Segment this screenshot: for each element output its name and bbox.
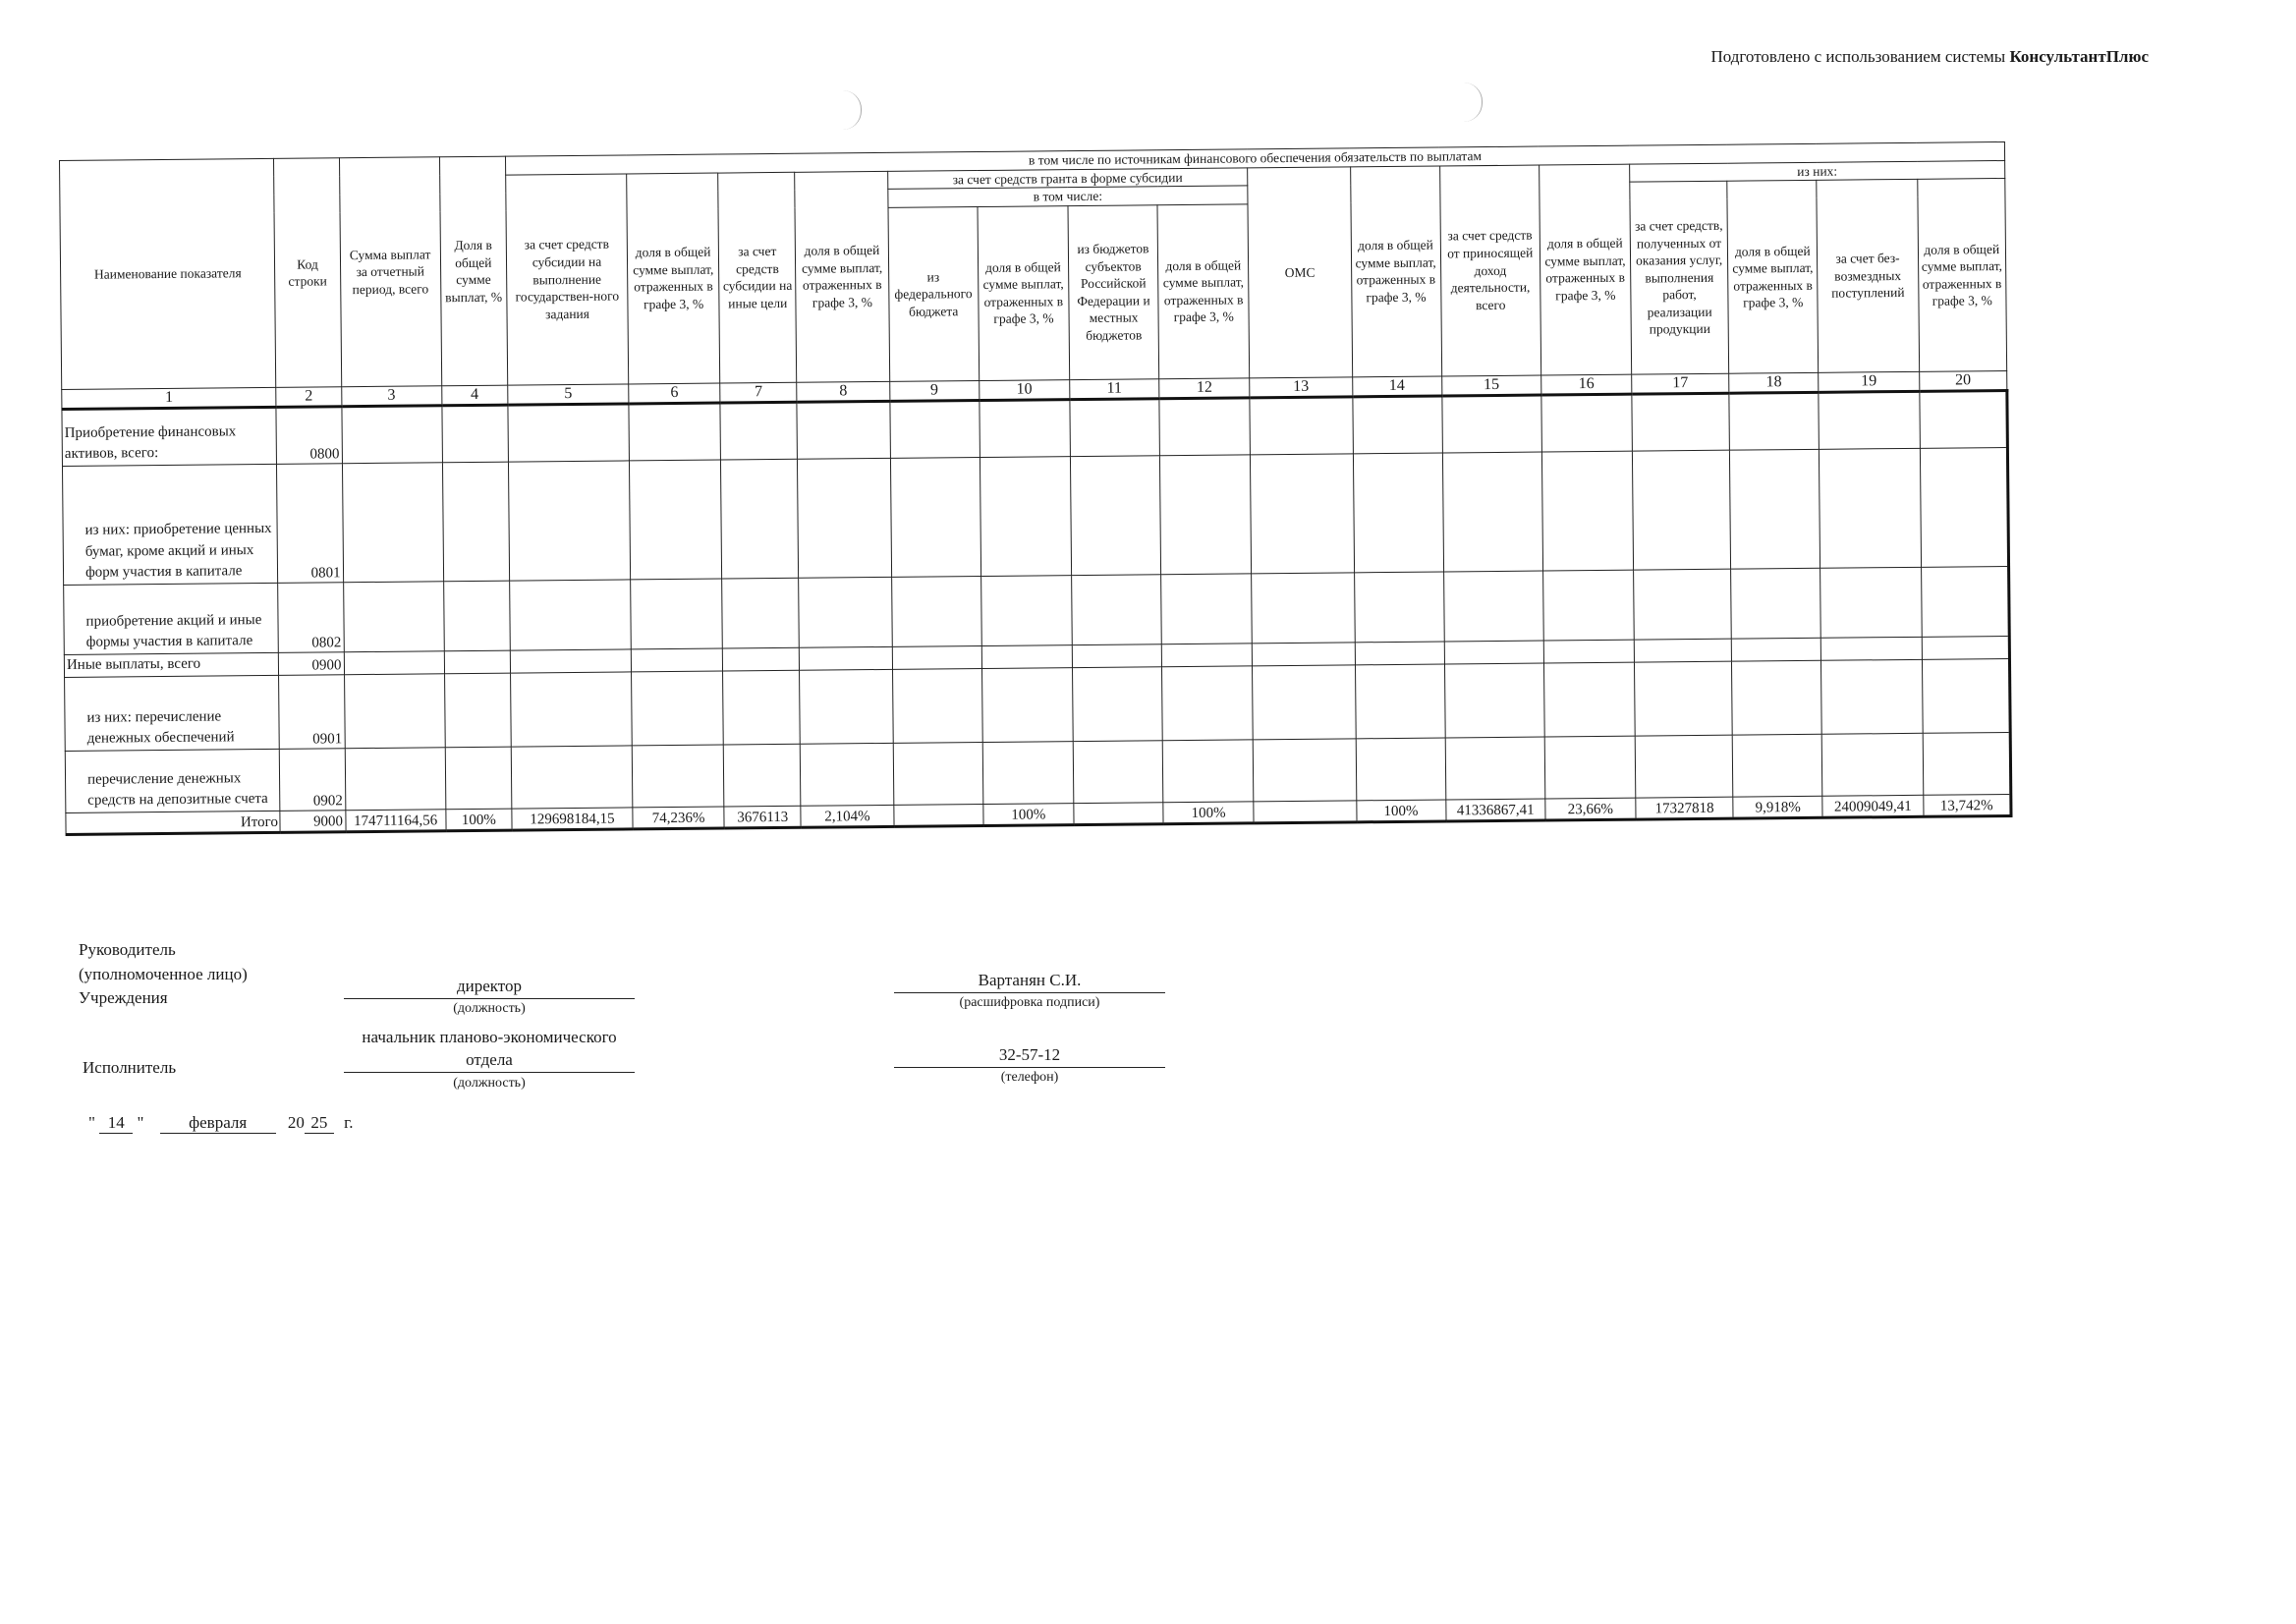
empty-cell xyxy=(1252,573,1355,644)
head-label xyxy=(79,938,248,1011)
head-label-line: Учреждения xyxy=(79,988,168,1008)
col-number: 12 xyxy=(1159,378,1250,399)
empty-cell xyxy=(445,747,512,810)
name-caption: (расшифровка подписи) xyxy=(959,995,1100,1010)
col-number: 15 xyxy=(1441,375,1540,396)
empty-cell xyxy=(1922,637,2010,660)
head-position-caption: (должность) xyxy=(453,1001,526,1016)
scan-hole-mark xyxy=(843,90,862,130)
col-number: 11 xyxy=(1070,379,1159,400)
date-day: 14 xyxy=(99,1113,133,1134)
empty-cell xyxy=(508,404,630,462)
empty-cell xyxy=(1253,665,1356,740)
empty-cell xyxy=(510,649,631,673)
row-name: из них: приобретение ценных бумаг, кроме акций и иных форм участия в капитале xyxy=(62,464,278,585)
row-name: из них: перечисление денежных обеспечений xyxy=(65,675,280,751)
empty-cell xyxy=(632,745,724,808)
empty-cell xyxy=(1159,398,1251,456)
empty-cell xyxy=(1162,666,1254,741)
empty-cell xyxy=(443,581,510,651)
col-number: 17 xyxy=(1632,373,1729,394)
col-number: 8 xyxy=(797,381,889,402)
col-header-total-sum: Сумма выплат за отчетный период, всего xyxy=(339,157,441,387)
col-header-share: доля в общей сумме выплат, отраженных в графе 3, % xyxy=(627,173,720,384)
empty-cell xyxy=(511,746,633,809)
row-name: Приобретение финансовых активов, всего: xyxy=(62,407,277,466)
empty-cell xyxy=(1253,643,1355,666)
row-code: 0902 xyxy=(280,749,346,812)
empty-cell xyxy=(981,645,1072,669)
empty-cell xyxy=(1821,637,1922,660)
col-header-services: за счет средств, полученных от оказания услуг, выполнения работ, реализации продукции xyxy=(1630,181,1729,374)
empty-cell xyxy=(442,405,509,463)
empty-cell xyxy=(1922,659,2010,734)
empty-cell xyxy=(1072,667,1162,742)
empty-cell xyxy=(723,647,800,671)
empty-cell xyxy=(721,459,799,579)
prepared-with-text: Подготовлено с использованием системы xyxy=(1710,47,2006,66)
empty-cell xyxy=(1445,737,1545,800)
empty-cell xyxy=(722,578,800,648)
total-value: 13,742% xyxy=(1923,795,2011,817)
head-name-field: Вартанян С.И. xyxy=(894,971,1165,993)
empty-cell xyxy=(444,673,511,748)
empty-cell xyxy=(1442,452,1542,572)
empty-cell xyxy=(1070,456,1160,576)
total-value: 100% xyxy=(446,809,512,831)
table-row xyxy=(62,448,2008,586)
empty-cell xyxy=(1161,644,1252,667)
col-number: 18 xyxy=(1729,372,1819,393)
date-year-suffix: 25 xyxy=(305,1113,334,1134)
empty-cell xyxy=(1072,575,1162,645)
empty-cell xyxy=(345,748,446,811)
empty-cell xyxy=(724,744,802,807)
empty-cell xyxy=(982,742,1074,805)
empty-cell xyxy=(1356,738,1446,801)
total-value: 17327818 xyxy=(1636,797,1733,819)
empty-cell xyxy=(1542,570,1634,641)
report-body xyxy=(62,391,2011,835)
empty-cell xyxy=(797,401,890,459)
empty-cell xyxy=(1919,391,2007,449)
row-code: 0802 xyxy=(278,583,344,653)
empty-cell xyxy=(1635,735,1733,798)
total-value: 9,918% xyxy=(1733,796,1822,818)
empty-cell xyxy=(891,577,981,647)
empty-cell xyxy=(799,577,892,647)
group-header-of-them: из них: xyxy=(1630,160,2005,182)
empty-cell xyxy=(631,579,723,649)
col-number: 5 xyxy=(508,384,629,405)
empty-cell xyxy=(1353,453,1443,573)
total-value: 129698184,15 xyxy=(512,808,633,830)
executor-phone-field: 32-57-12 xyxy=(894,1045,1165,1068)
empty-cell xyxy=(1250,397,1353,455)
empty-cell xyxy=(1730,449,1820,569)
empty-cell xyxy=(890,401,980,459)
empty-cell xyxy=(980,576,1072,646)
empty-cell xyxy=(1731,638,1820,661)
empty-cell xyxy=(980,400,1071,458)
total-value: 100% xyxy=(1163,802,1254,824)
col-number: 1 xyxy=(62,387,277,409)
total-value: 2,104% xyxy=(801,805,893,827)
date-year-unit: г. xyxy=(344,1113,354,1132)
empty-cell xyxy=(1072,644,1161,668)
total-code: 9000 xyxy=(280,811,345,833)
total-value: 3676113 xyxy=(724,806,801,828)
empty-cell xyxy=(1355,664,1445,739)
empty-cell xyxy=(1732,660,1822,735)
empty-cell xyxy=(1251,454,1354,574)
col-number: 14 xyxy=(1352,376,1441,397)
row-name: Иные выплаты, всего xyxy=(64,652,279,677)
total-value: 174711164,56 xyxy=(345,810,445,832)
empty-cell xyxy=(1731,568,1821,639)
empty-cell xyxy=(508,461,630,581)
row-code: 0800 xyxy=(276,407,342,465)
empty-cell xyxy=(1443,571,1543,642)
empty-cell xyxy=(342,463,443,583)
empty-cell xyxy=(1073,741,1163,804)
col-header-name: Наименование показателя xyxy=(60,158,277,389)
payments-report-table xyxy=(59,141,2013,836)
empty-cell xyxy=(1820,448,1921,568)
empty-cell xyxy=(631,648,722,672)
col-header-oms: ОМС xyxy=(1248,166,1352,378)
row-name: приобретение акций и иные формы участия в капитале xyxy=(64,583,279,654)
col-header-share: доля в общей сумме выплат, отраженных в графе 3, % xyxy=(1350,166,1441,377)
empty-cell xyxy=(632,671,724,746)
col-number: 20 xyxy=(1919,371,2007,392)
empty-cell xyxy=(1920,448,2009,568)
col-header-other-subsidy: за счет средств субсидии на иные цели xyxy=(718,172,797,383)
col-header-gratuitous: за счет без-возмездных поступлений xyxy=(1817,179,1919,372)
empty-cell xyxy=(343,582,444,652)
empty-cell xyxy=(1732,734,1822,797)
row-code: 0900 xyxy=(279,652,344,676)
executor-position-caption: (должность) xyxy=(453,1076,526,1091)
empty-cell xyxy=(800,669,893,744)
total-value xyxy=(1074,803,1163,825)
col-number: 16 xyxy=(1541,374,1632,395)
col-header-federal-budget: из федерального бюджета xyxy=(888,206,980,381)
empty-cell xyxy=(1355,642,1444,665)
total-value xyxy=(1254,801,1356,823)
empty-cell xyxy=(344,651,444,675)
empty-cell xyxy=(510,580,632,650)
empty-cell xyxy=(1160,455,1252,575)
col-header-share: доля в общей сумме выплат, отраженных в графе 3, % xyxy=(978,205,1070,380)
col-header-regional-budgets: из бюджетов субъектов Российской Федерации и местных бюджетов xyxy=(1068,205,1159,380)
col-number: 6 xyxy=(629,383,720,404)
empty-cell xyxy=(1632,450,1730,570)
col-number: 4 xyxy=(441,385,507,406)
empty-cell xyxy=(444,650,510,674)
col-header-share: доля в общей сумме выплат, отраженных в графе 3, % xyxy=(1157,204,1250,379)
total-value: 100% xyxy=(983,804,1074,826)
col-header-share: доля в общей сумме выплат, отраженных в графе 3, % xyxy=(795,171,889,382)
empty-cell xyxy=(893,743,983,806)
col-header-code: Код строки xyxy=(274,158,341,388)
empty-cell xyxy=(344,674,445,749)
row-name: перечисление денежных средств на депозитные счета xyxy=(65,749,280,812)
head-label-line: Руководитель xyxy=(79,940,176,959)
empty-cell xyxy=(800,646,892,670)
total-value: 74,236% xyxy=(633,807,724,829)
col-number: 19 xyxy=(1819,371,1919,392)
empty-cell xyxy=(341,406,442,464)
col-number: 7 xyxy=(720,382,797,403)
executor-label: Исполнитель xyxy=(83,1058,177,1077)
empty-cell xyxy=(1444,641,1543,664)
empty-cell xyxy=(1921,567,2009,638)
empty-cell xyxy=(510,672,632,747)
total-value: 100% xyxy=(1356,800,1445,822)
total-value: 41336867,41 xyxy=(1445,799,1544,821)
total-value: 23,66% xyxy=(1545,798,1636,820)
empty-cell xyxy=(1161,574,1253,644)
empty-cell xyxy=(1162,740,1254,803)
empty-cell xyxy=(629,403,721,461)
empty-cell xyxy=(1543,640,1634,663)
empty-cell xyxy=(1070,399,1160,457)
date-year-prefix: 20 xyxy=(287,1113,305,1132)
group-header-funding-sources: в том числе по источникам финансового обеспечения обязательств по выплатам xyxy=(505,141,2004,174)
prepared-with-note xyxy=(1710,47,2149,67)
empty-cell xyxy=(630,460,722,580)
empty-cell xyxy=(892,669,982,744)
head-position-field: директор xyxy=(344,977,635,999)
empty-cell xyxy=(1923,733,2011,796)
empty-cell xyxy=(1634,569,1732,640)
empty-cell xyxy=(723,670,801,745)
empty-cell xyxy=(1821,659,1923,734)
col-header-share: доля в общей сумме выплат, отраженных в графе 3, % xyxy=(1917,179,2006,372)
empty-cell xyxy=(1354,572,1444,643)
scan-hole-mark xyxy=(1464,83,1483,122)
col-number: 2 xyxy=(276,387,341,408)
empty-cell xyxy=(801,743,894,806)
empty-cell xyxy=(1541,394,1633,452)
consultant-brand: КонсультантПлюс xyxy=(2009,47,2149,66)
report-date: " 14 " февраля 20 25 г. xyxy=(88,1113,354,1132)
date-month: февраля xyxy=(160,1113,276,1134)
empty-cell xyxy=(720,402,798,460)
col-header-income-activity: за счет средств от приносящей доход деятельности, всего xyxy=(1439,165,1540,377)
col-header-share-total: Доля в общей сумме выплат, % xyxy=(439,156,507,386)
col-number: 9 xyxy=(889,381,979,402)
col-header-share: доля в общей сумме выплат, отраженных в графе 3, % xyxy=(1727,180,1819,373)
empty-cell xyxy=(981,668,1073,743)
empty-cell xyxy=(1544,736,1636,799)
executor-position-field: начальник планово-экономического отдела xyxy=(344,1027,635,1073)
phone-caption: (телефон) xyxy=(1000,1070,1059,1085)
row-code: 0901 xyxy=(279,675,345,750)
group-header-grant: за счет средств гранта в форме субсидии xyxy=(887,167,1248,189)
empty-cell xyxy=(1444,663,1544,738)
empty-cell xyxy=(1632,393,1730,451)
empty-cell xyxy=(442,462,509,582)
empty-cell xyxy=(798,458,891,578)
empty-cell xyxy=(1541,451,1633,571)
col-header-state-task-subsidy: за счет средств субсидии на выполнение государствен-ного задания xyxy=(506,174,629,386)
empty-cell xyxy=(1254,739,1357,802)
total-value: 24009049,41 xyxy=(1822,795,1923,817)
group-header-in-that: в том числе: xyxy=(887,186,1248,207)
total-label: Итого xyxy=(66,811,281,834)
empty-cell xyxy=(1820,567,1922,638)
empty-cell xyxy=(1352,396,1442,454)
empty-cell xyxy=(1819,391,1920,449)
row-code: 0801 xyxy=(277,464,343,584)
empty-cell xyxy=(980,457,1071,577)
empty-cell xyxy=(1822,733,1924,796)
empty-cell xyxy=(1729,392,1820,450)
col-number: 3 xyxy=(341,386,441,407)
head-label-line: (уполномоченное лицо) xyxy=(79,964,248,983)
col-number: 10 xyxy=(979,380,1069,401)
col-number: 13 xyxy=(1250,377,1352,398)
empty-cell xyxy=(890,458,980,578)
col-header-share: доля в общей сумме выплат, отраженных в графе 3, % xyxy=(1539,164,1631,375)
empty-cell xyxy=(1543,662,1635,737)
empty-cell xyxy=(1635,661,1733,736)
empty-cell xyxy=(1442,395,1542,453)
empty-cell xyxy=(1634,639,1731,662)
empty-cell xyxy=(892,646,981,670)
total-value xyxy=(893,805,982,827)
